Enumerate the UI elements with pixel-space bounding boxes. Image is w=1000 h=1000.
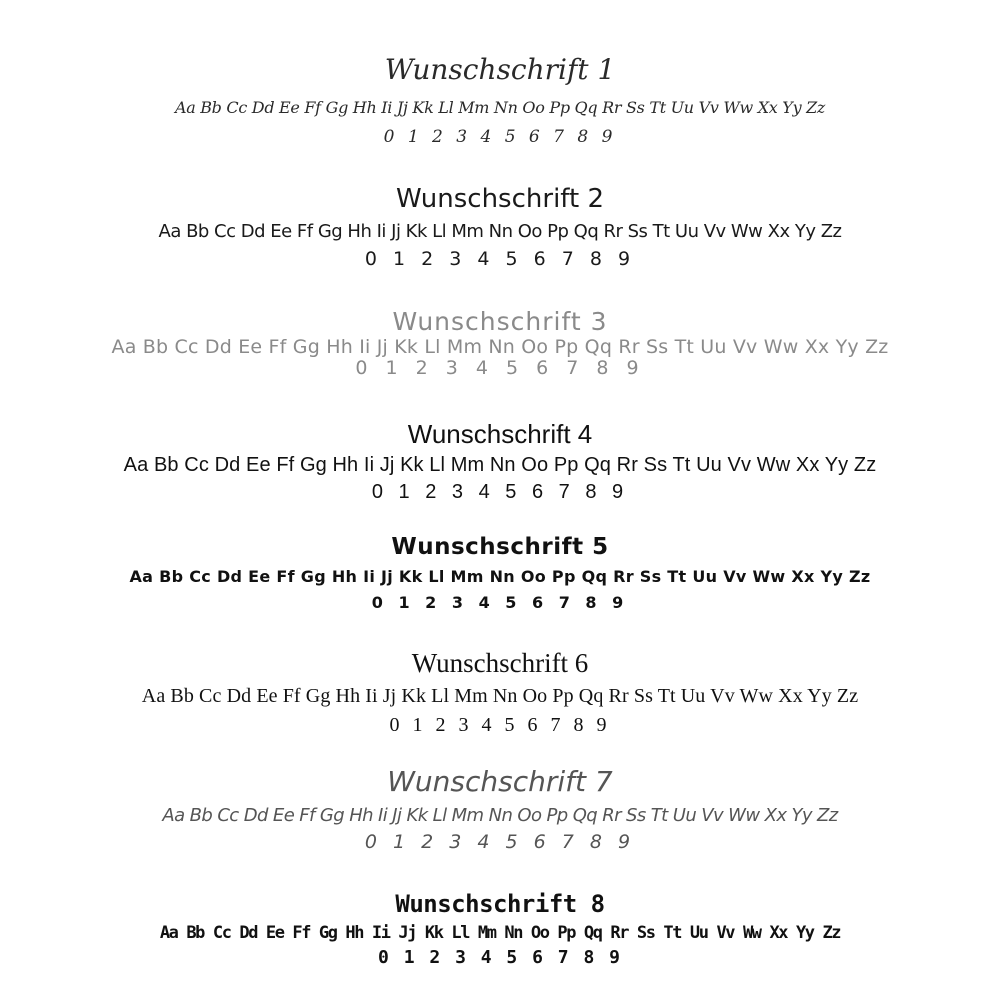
font-digits: 0 1 2 3 4 5 6 7 8 9 bbox=[371, 593, 629, 612]
font-sample-4 bbox=[0, 421, 1000, 502]
font-name: Wunschschrift 1 bbox=[384, 53, 616, 86]
font-alphabet: Aa Bb Cc Dd Ee Ff Gg Hh Ii Jj Kk Ll Mm Nn Oo Pp Qq Rr Ss Tt Uu Vv Ww Xx Yy Zz bbox=[141, 685, 859, 707]
font-sample-3 bbox=[0, 309, 1000, 378]
font-digits: 0 1 2 3 4 5 6 7 8 9 bbox=[378, 947, 622, 968]
font-sample-5 bbox=[0, 536, 1000, 611]
font-alphabet: Aa Bb Cc Dd Ee Ff Gg Hh Ii Jj Kk Ll Mm Nn Oo Pp Qq Rr Ss Tt Uu Vv Ww Xx Yy Zz bbox=[162, 805, 838, 826]
font-digits: 0 1 2 3 4 5 6 7 8 9 bbox=[371, 481, 629, 503]
font-sample-7 bbox=[0, 765, 1000, 853]
font-name: Wunschschrift 3 bbox=[392, 307, 608, 336]
font-sample-1 bbox=[0, 53, 1000, 147]
font-alphabet: Aa Bb Cc Dd Ee Ff Gg Hh Ii Jj Kk Ll Mm Nn Oo Pp Qq Rr Ss Tt Uu Vv Ww Xx Yy Zz bbox=[111, 336, 889, 358]
font-alphabet: Aa Bb Cc Dd Ee Ff Gg Hh Ii Jj Kk Ll Mm Nn Oo Pp Qq Rr Ss Tt Uu Vv Ww Xx Yy Zz bbox=[158, 221, 842, 242]
font-name: Wunschschrift 4 bbox=[407, 419, 593, 449]
font-alphabet: Aa Bb Cc Dd Ee Ff Gg Hh Ii Jj Kk Ll Mm Nn Oo Pp Qq Rr Ss Tt Uu Vv Ww Xx Yy Zz bbox=[159, 923, 841, 943]
font-name: Wunschschrift 2 bbox=[396, 184, 604, 214]
font-name: Wunschschrift 5 bbox=[391, 534, 609, 560]
font-sample-2 bbox=[0, 186, 1000, 269]
font-alphabet: Aa Bb Cc Dd Ee Ff Gg Hh Ii Jj Kk Ll Mm Nn Oo Pp Qq Rr Ss Tt Uu Vv Ww Xx Yy Zz bbox=[129, 567, 871, 586]
font-digits: 0 1 2 3 4 5 6 7 8 9 bbox=[364, 831, 636, 853]
font-alphabet: Aa Bb Cc Dd Ee Ff Gg Hh Ii Jj Kk Ll Mm Nn Oo Pp Qq Rr Ss Tt Uu Vv Ww Xx Yy Zz bbox=[174, 98, 826, 117]
font-name: Wunschschrift 6 bbox=[411, 648, 589, 678]
font-sample-6 bbox=[0, 650, 1000, 735]
font-alphabet: Aa Bb Cc Dd Ee Ff Gg Hh Ii Jj Kk Ll Mm Nn Oo Pp Qq Rr Ss Tt Uu Vv Ww Xx Yy Zz bbox=[123, 454, 877, 476]
font-name: Wunschschrift 7 bbox=[387, 765, 613, 798]
font-digits: 0 1 2 3 4 5 6 7 8 9 bbox=[383, 127, 617, 147]
font-digits: 0 1 2 3 4 5 6 7 8 9 bbox=[355, 357, 645, 379]
font-name: Wunschschrift 8 bbox=[395, 890, 605, 918]
font-sample-8 bbox=[0, 892, 1000, 967]
font-digits: 0 1 2 3 4 5 6 7 8 9 bbox=[389, 714, 611, 736]
font-digits: 0 1 2 3 4 5 6 7 8 9 bbox=[364, 248, 636, 270]
